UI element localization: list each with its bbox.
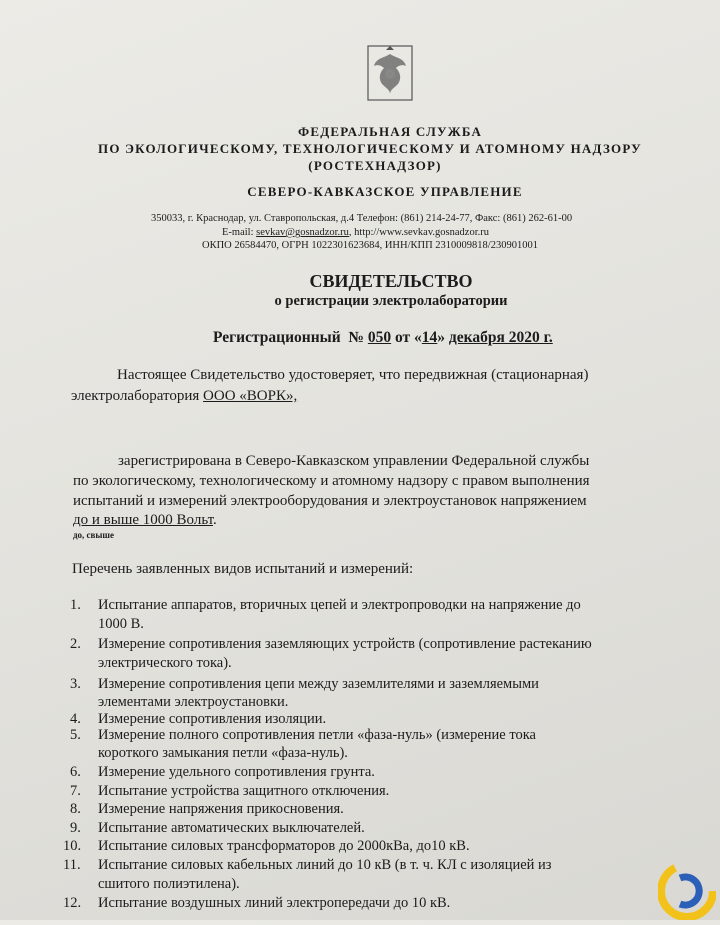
list-item-text: Испытание аппаратов, вторичных цепей и электропроводки на напряжение до — [98, 597, 581, 613]
list-item-number: 4. — [70, 711, 81, 727]
agency-name-line3: (РОСТЕХНАДЗОР) — [308, 158, 442, 173]
list-item-text: Измерение удельного сопротивления грунта. — [98, 764, 375, 780]
document-subtitle: о регистрации электролаборатории — [274, 293, 508, 309]
email-label: E-mail: — [222, 227, 257, 238]
list-item-number: 7. — [70, 783, 81, 799]
list-item-text: Измерение сопротивления изоляции. — [98, 711, 327, 727]
list-item-text: Измерение напряжения прикосновения. — [98, 801, 344, 817]
coat-of-arms-emblem — [362, 42, 418, 102]
voltage-footnote: до, свыше — [73, 530, 115, 540]
list-item-number: 11. — [63, 857, 81, 873]
lab-label: электролаборатория — [71, 388, 204, 404]
list-item-text: Испытание устройства защитного отключения. — [98, 783, 390, 799]
certifies-line2 — [71, 388, 297, 405]
watermark-logo — [658, 862, 716, 920]
list-item-text: сшитого полиэтилена). — [98, 876, 240, 892]
list-item-number: 3. — [70, 676, 81, 692]
voltage-end: . — [213, 512, 217, 528]
list-item-text: Испытание воздушных линий электропередачи до 10 кВ. — [98, 895, 451, 911]
list-heading: Перечень заявленных видов испытаний и измерений: — [72, 561, 414, 577]
list-item-text: элементами электроустановки. — [98, 694, 289, 710]
list-item-number: 8. — [70, 801, 81, 817]
list-item-text: Испытание силовых кабельных линий до 10 кВ (в т. ч. КЛ с изоляцией из — [98, 857, 552, 873]
registration-day: 14 — [421, 329, 438, 346]
registered-line1: зарегистрирована в Северо-Кавказском управлении Федеральной службы — [118, 453, 590, 469]
list-item-number: 6. — [70, 764, 81, 780]
registered-line2: по экологическому, технологическому и атомному надзору с правом выполнения — [73, 473, 590, 489]
date-from: от « — [395, 329, 422, 346]
number-sign: № — [348, 329, 364, 346]
contact-line — [222, 227, 489, 238]
registered-line3: испытаний и измерений электрооборудования и электроустановок напряжением — [73, 493, 587, 509]
email-link[interactable]: sevkav@gosnadzor.ru — [256, 227, 349, 238]
department-name: СЕВЕРО-КАВКАЗСКОЕ УПРАВЛЕНИЕ — [247, 184, 523, 199]
registration-line — [213, 329, 553, 347]
voltage-range: до и выше 1000 Вольт — [73, 512, 214, 528]
list-item-number: 1. — [70, 597, 81, 613]
registered-line4 — [73, 512, 217, 529]
list-item-text: Измерение сопротивления цепи между заземлителями и заземляемыми — [98, 676, 539, 692]
agency-name-line1: ФЕДЕРАЛЬНАЯ СЛУЖБА — [297, 124, 483, 139]
list-item-number: 9. — [70, 820, 81, 836]
company-name: ООО «ВОРК», — [203, 388, 298, 404]
list-item-number: 2. — [70, 636, 81, 652]
list-item-text: 1000 В. — [98, 616, 144, 632]
list-item-text: короткого замыкания петли «фаза-нуль). — [98, 745, 348, 761]
address-line: 350033, г. Краснодар, ул. Ставропольская, д.4 Телефон: (861) 214-24-77, Факс: (861) 262-61-00 — [151, 213, 573, 224]
list-item-text: Измерение сопротивления заземляющих устройств (сопротивление растеканию — [98, 636, 592, 652]
document-title: СВИДЕТЕЛЬСТВО — [309, 271, 473, 291]
website-link[interactable]: , http://www.sevkav.gosnadzor.ru — [348, 227, 489, 238]
certifies-line1: Настоящее Свидетельство удостоверяет, что передвижная (стационарная) — [117, 367, 589, 383]
list-item-number: 5. — [70, 727, 81, 743]
list-item-number: 12. — [63, 895, 82, 911]
registration-month-year: декабря 2020 г. — [448, 329, 553, 346]
list-item-text: Испытание автоматических выключателей. — [98, 820, 365, 836]
registration-number: 050 — [367, 329, 392, 346]
registration-codes: ОКПО 26584470, ОГРН 1022301623684, ИНН/КПП 2310009818/230901001 — [202, 240, 538, 251]
agency-name-line2: ПО ЭКОЛОГИЧЕСКОМУ, ТЕХНОЛОГИЧЕСКОМУ И АТОМНОМУ НАДЗОРУ — [98, 141, 642, 156]
list-item-number: 10. — [63, 838, 82, 854]
list-item-text: электрического тока). — [98, 655, 232, 671]
registration-label: Регистрационный — [213, 329, 341, 346]
list-item-text: Измерение полного сопротивления петли «фаза-нуль» (измерение тока — [98, 727, 536, 743]
list-item-text: Испытание силовых трансформаторов до 2000кВа, до10 кВ. — [98, 838, 470, 854]
date-quote: » — [437, 329, 446, 346]
